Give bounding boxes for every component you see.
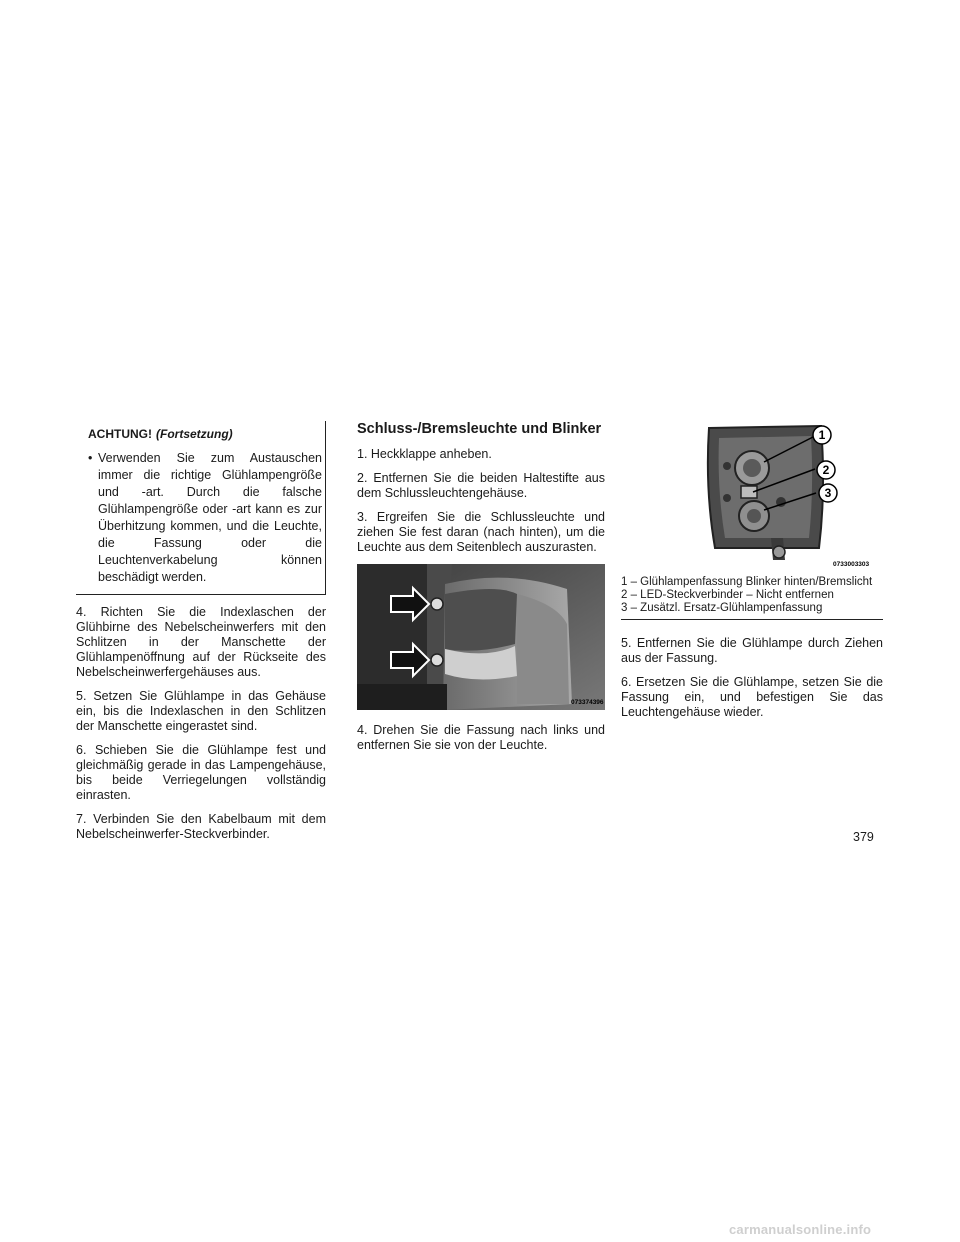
warning-item <box>88 450 322 586</box>
step-3: 3. Ergreifen Sie die Schlussleuchte und ziehen Sie fest daran (nach hinten), um die Leuchte aus dem Seitenblech auszurasten. <box>357 510 605 554</box>
tail-lamp-photo <box>357 564 605 710</box>
middle-column <box>357 420 605 762</box>
step-1: 1. Heckklappe anheben. <box>357 447 492 461</box>
callout-1: 1 <box>818 428 826 442</box>
step-5: 5. Entfernen Sie die Glühlampe durch Ziehen aus der Fassung. <box>621 636 883 665</box>
callout-2: 2 <box>822 463 830 477</box>
diagram-legend <box>621 576 883 620</box>
socket-diagram <box>621 420 883 568</box>
callout-3: 3 <box>824 486 832 500</box>
warning-header <box>88 427 322 442</box>
step-6: 6. Ersetzen Sie die Glühlampe, setzen Sie die Fassung ein, und befestigen Sie das Leuchtengehäuse wieder. <box>621 675 883 719</box>
legend-item-1: 1 – Glühlampenfassung Blinker hinten/Bremslicht <box>621 576 873 588</box>
right-column <box>621 420 883 729</box>
warning-text: Verwenden Sie zum Austauschen immer die richtige Glühlampengröße und -art. Durch die falsche Glühlampengröße oder -art kann es zur Überhitzung kommen, und die Leuchte, die Fassung oder die Leuchtenverkabelung können beschädigt werden. <box>98 451 322 584</box>
step-7-fog: 7. Verbinden Sie den Kabelbaum mit dem Nebelscheinwerfer-Steckverbinder. <box>76 812 326 841</box>
tail-lamp-illustration <box>357 564 605 710</box>
step-4: 4. Drehen Sie die Fassung nach links und entfernen Sie sie von der Leuchte. <box>357 723 605 752</box>
warning-border <box>325 421 327 594</box>
diagram-code: 0733003303 <box>833 561 870 568</box>
step-4-fog: 4. Richten Sie die Indexlaschen der Glühbirne des Nebelscheinwerfers mit den Schlitzen in der Manschette der Glühlampenöffnung auf der Rückseite des Nebelscheinwerfergehäuses aus. <box>76 605 326 679</box>
socket-illustration <box>621 420 883 568</box>
warning-label: ACHTUNG! <box>88 427 152 441</box>
section-heading: Schluss-/Bremsleuchte und Blinker <box>357 421 602 437</box>
left-column <box>76 421 326 851</box>
step-2: 2. Entfernen Sie die beiden Haltestifte aus dem Schlussleuchtengehäuse. <box>357 471 605 500</box>
legend-item-3: 3 – Zusätzl. Ersatz-Glühlampenfassung <box>621 602 823 614</box>
watermark: carmanualsonline.info <box>729 1222 872 1237</box>
page-number: 379 <box>853 830 874 844</box>
step-6-fog: 6. Schieben Sie die Glühlampe fest und gleichmäßig gerade in das Lampengehäuse, bis beide Verriegelungen vollständig einrasten. <box>76 743 326 802</box>
warning-box <box>76 421 326 595</box>
step-5-fog: 5. Setzen Sie Glühlampe in das Gehäuse ein, bis die Indexlaschen in den Schlitzen der Manschette eingerastet sind. <box>76 689 326 733</box>
photo-code: 073374396 <box>571 699 604 706</box>
warning-continued: (Fortsetzung) <box>156 427 233 441</box>
bullet-icon: • <box>88 451 93 465</box>
legend-item-2: 2 – LED-Steckverbinder – Nicht entfernen <box>621 589 834 601</box>
